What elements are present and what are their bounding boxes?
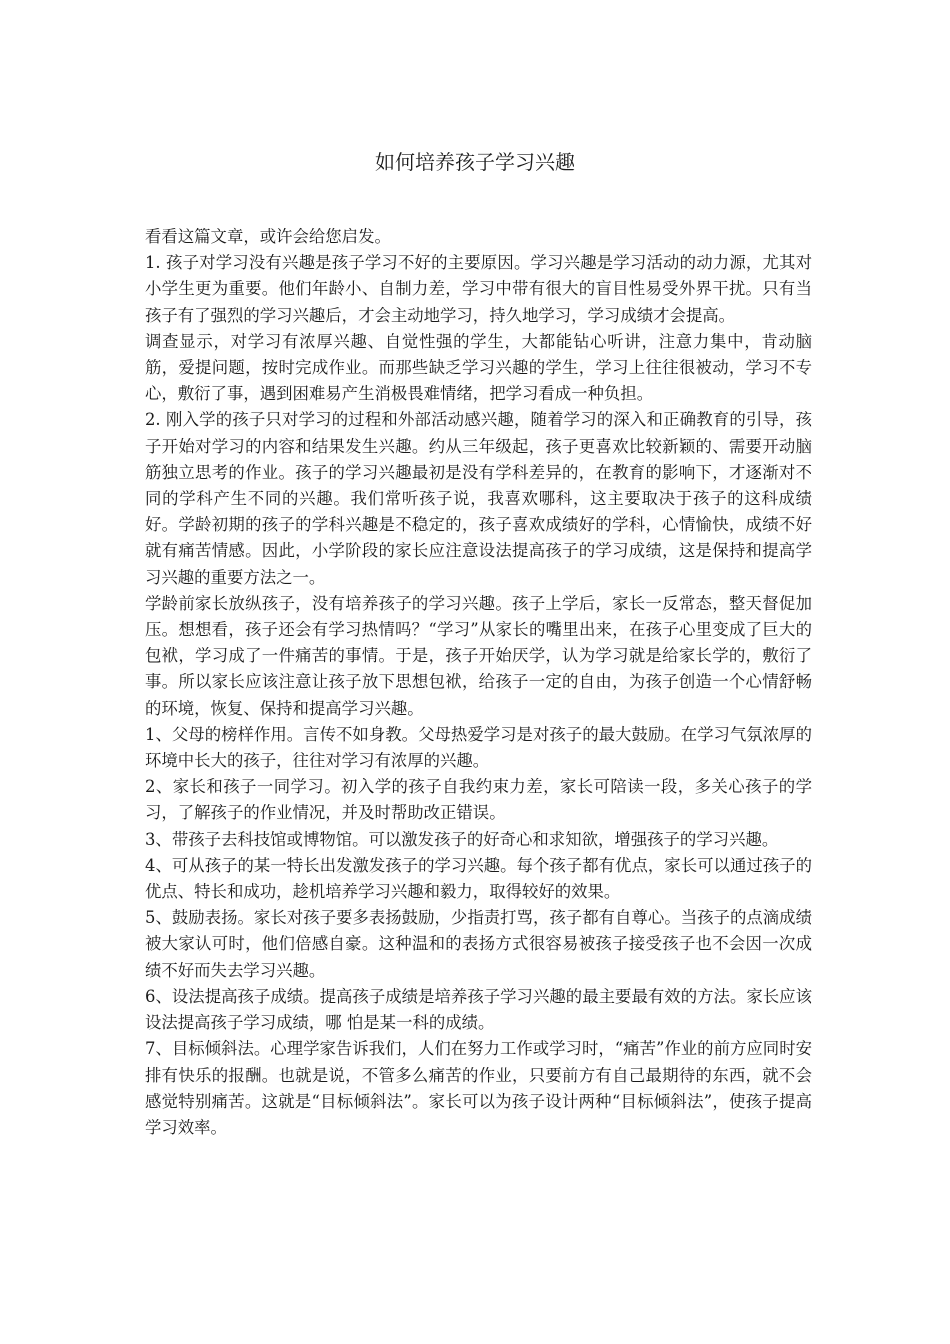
list-item: 6、设法提高孩子成绩。提高孩子成绩是培养孩子学习兴趣的最主要最有效的方法。家长应该设法提高孩子学习成绩，哪 怕是某一科的成绩。: [145, 986, 812, 1033]
paragraph: 学龄前家长放纵孩子，没有培养孩子的学习兴趣。孩子上学后，家长一反常态，整天督促加压。想想看，孩子还会有学习热情吗？“学习”从家长的嘴里出来，在孩子心里变成了巨大的包袱，学习成了一件痛苦的事情。于是，孩子开始厌学，认为学习就是给家长学的，敷衍了事。所以家长应该注意让孩子放下思想包袱，给孩子一定的自由，为孩子创造一个心情舒畅的环境，恢复、保持和提高学习兴趣。: [145, 593, 812, 718]
paragraph: 1. 孩子对学习没有兴趣是孩子学习不好的主要原因。学习兴趣是学习活动的动力源，尤其对小学生更为重要。他们年龄小、自制力差，学习中带有很大的盲目性易受外界干扰。只有当孩子有了强烈的学习兴趣后，才会主动地学习，持久地学习，学习成绩才会提高。: [145, 253, 812, 325]
list-item: 3、带孩子去科技馆或博物馆。可以激发孩子的好奇心和求知欲，增强孩子的学习兴趣。: [145, 829, 779, 849]
document-body: [145, 224, 812, 1141]
list-item: 2、家长和孩子一同学习。初入学的孩子自我约束力差，家长可陪读一段，多关心孩子的学习，了解孩子的作业情况，并及时帮助改正错误。: [145, 777, 812, 823]
intro-paragraph: 看看这篇文章，或许会给您启发。: [145, 227, 391, 246]
document-title: 如何培养孩子学习兴趣: [375, 150, 575, 174]
list-item: 7、目标倾斜法。心理学家告诉我们，人们在努力工作或学习时，“痛苦”作业的前方应同时安排有快乐的报酬。也就是说，不管多么痛苦的作业，只要前方有自己最期待的东西，就不会感觉特别痛苦。这就是“目标倾斜法”。家长可以为孩子设计两种“目标倾斜法”，使孩子提高学习效率。: [145, 1039, 812, 1137]
paragraph: 调查显示，对学习有浓厚兴趣、自觉性强的学生，大都能钻心听讲，注意力集中，肯动脑筋，爱提问题，按时完成作业。而那些缺乏学习兴趣的学生，学习上往往很被动，学习不专心，敷衍了事，遇到困难易产生消极畏难情绪，把学习看成一种负担。: [145, 331, 812, 404]
list-item: 1、父母的榜样作用。言传不如身教。父母热爱学习是对孩子的最大鼓励。在学习气氛浓厚的环境中长大的孩子，往往对学习有浓厚的兴趣。: [145, 724, 812, 771]
list-item: 4、可从孩子的某一特长出发激发孩子的学习兴趣。每个孩子都有优点，家长可以通过孩子的优点、特长和成功，趁机培养学习兴趣和毅力，取得较好的效果。: [145, 855, 812, 902]
list-item: 5、鼓励表扬。家长对孩子要多表扬鼓励，少指责打骂，孩子都有自尊心。当孩子的点滴成绩被大家认可时，他们倍感自豪。这种温和的表扬方式很容易被孩子接受孩子也不会因一次成绩不好而失去学习兴趣。: [145, 908, 812, 980]
paragraph: 2. 刚入学的孩子只对学习的过程和外部活动感兴趣，随着学习的深入和正确教育的引导，孩子开始对学习的内容和结果发生兴趣。约从三年级起，孩子更喜欢比较新颖的、需要开动脑筋独立思考的作业。孩子的学习兴趣最初是没有学科差异的，在教育的影响下，才逐渐对不同的学科产生不同的兴趣。我们常听孩子说，我喜欢哪科，这主要取决于孩子的这科成绩好。学龄初期的孩子的学科兴趣是不稳定的，孩子喜欢成绩好的学科，心情愉快，成绩不好就有痛苦情感。因此，小学阶段的家长应注意设法提高孩子的学习成绩，这是保持和提高学习兴趣的重要方法之一。: [145, 410, 812, 587]
